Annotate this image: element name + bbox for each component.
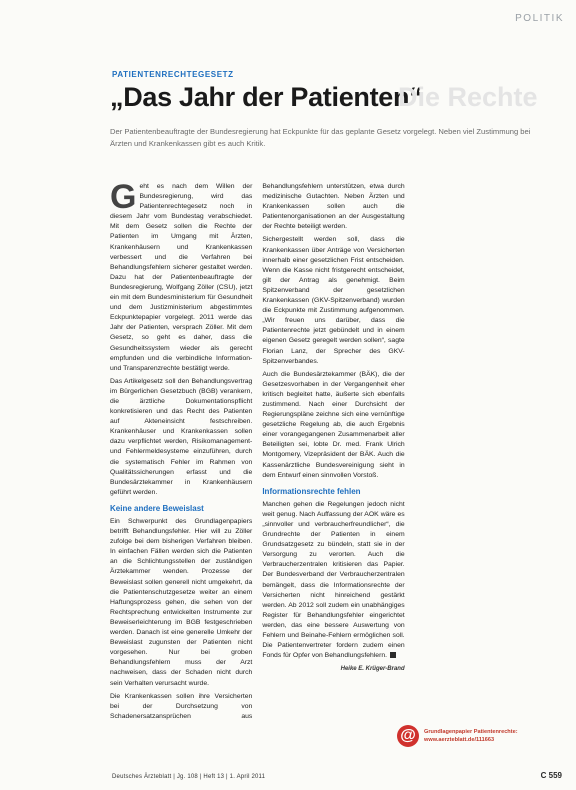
page-number: C 559 — [540, 771, 562, 780]
article-lead: Der Patientenbeauftragte der Bundesregierung hat Eckpunkte für das geplante Gesetz vorgelegt. Neben viel Zustimmung bei Ärzten und Krankenkassen gibt es auch Kritik. — [110, 127, 531, 148]
at-icon: @ — [397, 725, 419, 747]
article-paragraph: Geht es nach dem Willen der Bundesregierung, wird das Patientenrechtegesetz noch in diesem Jahr vom Bundestag verabschiedet. Mit dem Gesetz sollen die Rechte der Patienten im Umgang mit Ärzten, Krankenhäusern und Krankenkassen verbessert und die Verfahren bei Behandlungsfehlern sicherer gestaltet werden. Dazu hat der Patientenbeauftragte der Bundesregierung, Wolfgang Zöller (CSU), jetzt ein mit dem Bundesministerium für Gesundheit und dem Justizministerium abgestimmtes Eckpunktepapier vorgelegt. 2011 werde das Jahr der Patienten, versprach Zöller. Mit dem Gesetz, so geht es daher, dass die Gesundheitssystem wieder als gerecht empfunden und die verbindliche Information- und Transparenzrechte bestätigt werde. — [110, 182, 253, 372]
article-paragraph: Auch die Bundesärztekammer (BÄK), die der Gesetzesvorhaben in der Vergangenheit eher kritisch begleitet hatte, äußerte sich ebenfalls zustimmend. Nach einer Durchsicht der Regierungspläne zeichne sich eine vernünftige gesetzliche Regelung ab, die auch Ergebnis einer vorangegangenen Zusammenarbeit aller Beteiligten sei, lobte Dr. med. Frank Ulrich Montgomery, Vizepräsident der BÄK. Auch die Kassenärztliche Bundesvereinigung sieht in dem Entwurf einen sinnvollen Vorstoß. — [262, 370, 405, 479]
drop-cap: G — [110, 182, 137, 216]
publication-footer: Deutsches Ärzteblatt | Jg. 108 | Heft 13 | 1. April 2011 — [112, 774, 266, 780]
article-body — [110, 182, 557, 727]
article-paragraph: Ein Schwerpunkt des Grundlagenpapiers betrifft Behandlungsfehler. Hier will zu Zöller zufolge bei dem bisherigen Verfahren bleiben. In einfachen Fällen werden sich die Patienten an die Schlichtungsstellen der zuständigen Ärztekammer wenden. Prozesse der Beweislast sollen generell nicht umgekehrt, da die Patientenschutzgesetze weiter an einem Haftungsprozess gehen, die sehen von der Rechtsprechung entwickelten Instrumente zur Beweiserleichterung im BGB festgeschrieben werden. Danach ist eine generelle Umkehr der Beweislast zugunsten der Patienten nicht vorgesehen. Nur bei groben Behandlungsfehlern muss der Arzt nachweisen, dass der Schaden nicht durch sein Verhalten verursacht wurde. — [110, 518, 253, 687]
article-author: Heike E. Krüger-Brand — [340, 666, 405, 673]
article-subheading: Informationsrechte fehlen — [262, 486, 361, 496]
reference-link-text[interactable]: Grundlagenpapier Patientenrechte: www.aerzteblatt.de/111663 — [424, 729, 518, 743]
reference-link-box[interactable] — [397, 725, 557, 749]
article-paragraph: Manchen gehen die Regelungen jedoch nicht weit genug. Nach Auffassung der AOK wäre es „sinnvoller und verbraucherfreundlicher“, die Grundrechte der Patienten in einem Grundsatzgesetz zu bündeln, statt sie in der Versorgung zu verorten. Auch die Verbraucherzentralen kritisieren das Papier. Der Bundesverband der Verbraucherzentralen bemängelt, dass die Informationsrechte der Versicherten nicht hinreichend gestärkt werden. Ab 2012 soll zudem ein unabhängiges Register für Behandlungsfehler eingerichtet werden, das eine bessere Auswertung von Fehlern und Beinahe-Fehlern ermöglichen soll. Die Patientenvertreter fordern zudem einen Fonds für Opfer von Behandlungsfehlern. — [262, 500, 405, 660]
end-square-icon — [390, 652, 396, 658]
article-paragraph: Die Krankenkassen sollen ihre Versicherten bei der Durchsetzung von Schadenersatzansprüchen aus Behandlungsfehlern unterstützen, etwa durch medizinische Gutachten. Neben Ärzten und Krankenkassen sollen auch die Patientenorganisationen an der Ausgestaltung der Rechte beteiligt werden. — [110, 183, 405, 720]
faded-background-title: Die Rechte — [398, 82, 538, 112]
article-subheading: Keine andere Beweislast — [110, 503, 204, 513]
article-paragraph: Das Artikelgesetz soll den Behandlungsvertrag im Bürgerlichen Gesetzbuch (BGB) verankern, die ärztliche Dokumentationspflicht konkretisieren und das Recht des Patienten auf Akteneinsicht festschreiben. Krankenhäuser und Krankenkassen sollen dazu verpflichtet werden, Risikomanagement- und Fehlermeldesysteme einzuführen, durch die systematisch Fehler im Rahmen von Qualitätssicherungen erfasst und die Bundesärztekammer in Krankenhäusern geführt werden. — [110, 377, 253, 496]
article-kicker: PATIENTENRECHTEGESETZ — [112, 70, 234, 79]
article-title: „Das Jahr der Patienten“ — [110, 82, 423, 112]
section-label: POLITIK — [515, 13, 564, 24]
article-paragraph: Sichergestellt werden soll, dass die Krankenkassen über Anträge von Versicherten innerhalb einer gesetzlichen Frist entscheiden. Wenn die Kasse nicht fristgerecht entscheidet, gilt der Antrag als genehmigt. Beim Spitzenverband der gesetzlichen Krankenkassen (GKV-Spitzenverband) wurden die Eckpunkte mit Zustimmung aufgenommen. „Wir freuen uns darüber, dass die Patientenrechte jetzt gebündelt und in einem eigenen Gesetz geregelt werden sollen“, sagte Florian Lanz, der Sprecher des GKV-Spitzenverbandes. — [262, 236, 405, 365]
